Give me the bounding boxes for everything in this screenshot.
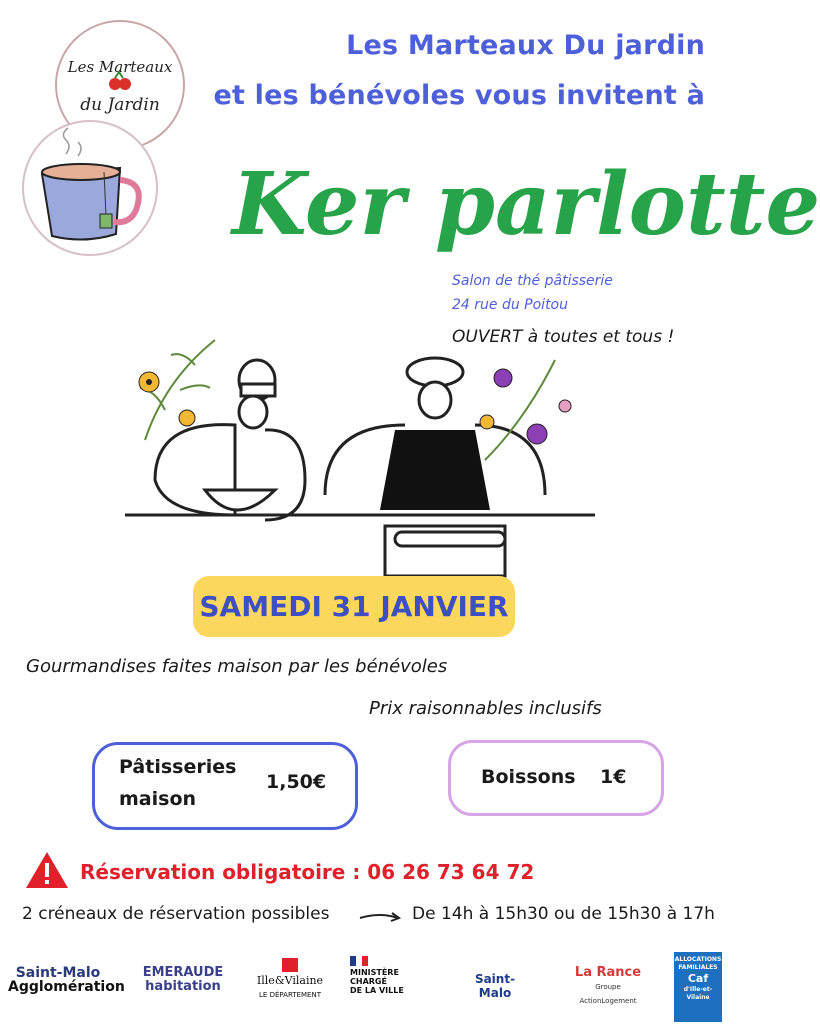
event-title: Ker parlotte [232, 154, 820, 255]
slots-times: De 14h à 15h30 ou de 15h30 à 17h [412, 904, 715, 924]
partner-saint-malo-agglo: Saint-Malo Agglomération [8, 965, 125, 995]
homemade-note: Gourmandises faites maison par les bénévoles [26, 656, 448, 677]
venue-type: Salon de thé pâtisserie [452, 273, 613, 289]
header-line-2: et les bénévoles vous invitent à [213, 80, 705, 111]
header-line-1: Les Marteaux Du jardin [346, 30, 705, 61]
bakers-drawing-icon [125, 320, 595, 580]
french-flag-icon [350, 956, 368, 966]
partner-caf: ALLOCATIONS FAMILIALES Caf d'Ille-et-Vilaine [674, 952, 722, 1022]
venue-address: 24 rue du Poitou [452, 297, 568, 313]
partner-ministere: MINISTÈRE CHARGÉ DE LA VILLE [350, 956, 430, 995]
drinks-price: 1€ [600, 766, 627, 788]
tea-mug-icon [24, 122, 156, 254]
svg-text:Les Marteaux: Les Marteaux [67, 58, 173, 76]
tea-mug-illustration [22, 120, 158, 256]
arrow-right-icon [358, 906, 402, 924]
warning-icon [24, 850, 70, 890]
svg-text:du Jardin: du Jardin [80, 95, 160, 115]
pastry-price: 1,50€ [266, 771, 327, 793]
drinks-label: Boissons [481, 766, 576, 788]
prices-note: Prix raisonnables inclusifs [369, 698, 602, 719]
partner-logos [0, 948, 724, 1024]
partner-la-rance: La Rance Groupe ActionLogement [574, 965, 642, 1005]
partner-ville-saint-malo: Saint-Malo [474, 972, 516, 1000]
reservation-info: Réservation obligatoire : 06 26 73 64 72 [80, 860, 535, 884]
partner-ille-vilaine: Ille&Vilaine LE DÉPARTEMENT [250, 958, 330, 1002]
partner-emeraude-habitation: EMERAUDE habitation [142, 965, 224, 994]
event-date: SAMEDI 31 JANVIER [193, 576, 515, 637]
pastry-label-line2: maison [119, 788, 197, 810]
pastry-label-line1: Pâtisseries [119, 756, 237, 778]
open-to-all: OUVERT à toutes et tous ! [452, 327, 675, 347]
ille-vilaine-emblem-icon [282, 958, 298, 972]
slots-label: 2 créneaux de réservation possibles [22, 904, 330, 924]
bakers-illustration [125, 320, 595, 580]
